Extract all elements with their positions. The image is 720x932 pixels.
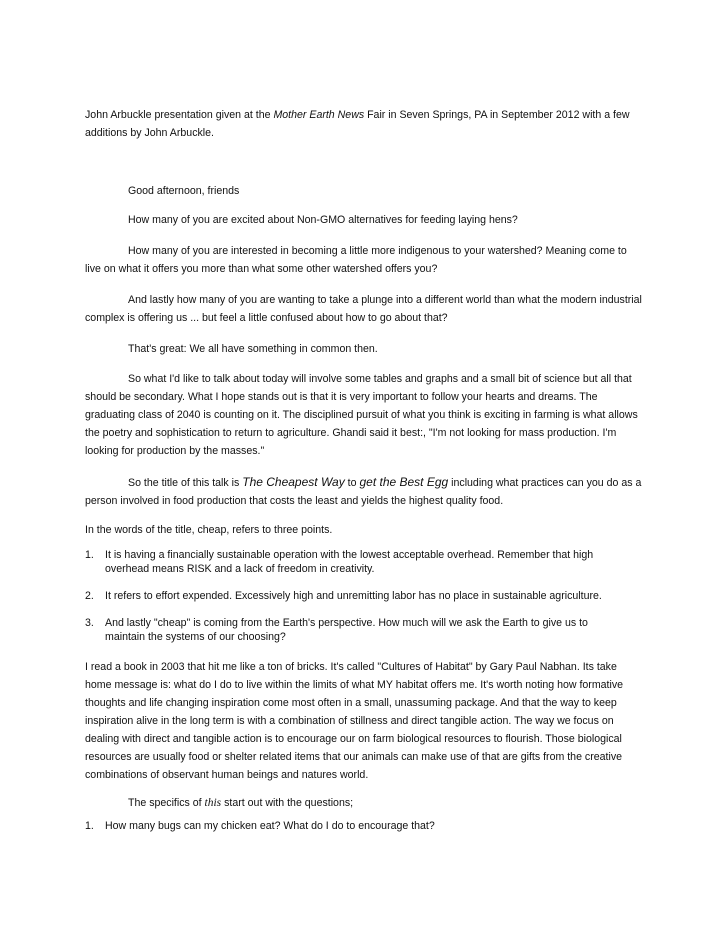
- specifics-emphasis: this: [204, 797, 222, 809]
- list-number: 1.: [85, 820, 94, 832]
- book-paragraph: I read a book in 2003 that hit me like a ton of bricks. It's called "Cultures of Habitat" by Gary Paul Nabhan. Its take home message is: what do I do to live within the limits of what MY habitat offers me. It's worth noting how formative thoughts and life changing inspiration come most often in a small, unassuming package. And that the way to keep inspiration alive in the long term is with a combination of stillness and direct tangible action. The way we focus on dealing with direct and tangible action is to encourage our on farm biological resources to flourish. Those biological resources are usually food or shelter related items that our animals can make use of that are gifts from the creative combinations of observant human beings and natures world.: [85, 661, 624, 781]
- magazine-title: Mother Earth News: [273, 109, 365, 121]
- title-text-end: including what practices can you do as a person involved in food production that costs the least and yields the highest quality food.: [85, 477, 642, 507]
- list-number: 3.: [85, 617, 94, 629]
- question-watershed: How many of you are interested in becoming a little more indigenous to your watershed? Meaning come to live on what it offers you more than what some other watershed offers you?: [85, 245, 627, 275]
- talk-title-part-2: get the Best Egg: [359, 475, 449, 489]
- list-text: And lastly "cheap" is coming from the Earth's perspective. How much will we ask the Earth to give us to maintain the systems of our choosing?: [105, 617, 588, 643]
- question-gmo: How many of you are excited about Non-GMO alternatives for feeding laying hens?: [128, 214, 518, 226]
- greeting: Good afternoon, friends: [128, 185, 240, 197]
- intro-text-end: Fair in Seven Springs, PA in September 2012 with a few additions by John Arbuckle.: [85, 109, 630, 139]
- intro-paragraph: [85, 106, 645, 142]
- list-text: How many bugs can my chicken eat? What do I do to encourage that?: [105, 820, 435, 832]
- question-plunge: And lastly how many of you are wanting to take a plunge into a different world than what the modern industrial complex is offering us ... but feel a little confused about how to go about that?: [85, 294, 642, 324]
- list-text: It is having a financially sustainable operation with the lowest acceptable overhead. Remember that high overhead means RISK and a lack of freedom in creativity.: [105, 549, 594, 575]
- talk-paragraph: So what I'd like to talk about today will involve some tables and graphs and a small bit of science but all that should be secondary. What I hope stands out is that it is very important to follow your hearts and dreams. The graduating class of 2040 is counting on it. The disciplined pursuit of what you think is exciting in farming is what allows the poetry and sophistication to return to agriculture. Ghandi said it best:, "I'm not looking for mass production. I'm looking for production by the masses.": [85, 373, 638, 457]
- intro-text-start: John Arbuckle presentation given at the: [85, 109, 274, 121]
- specifics-text-end: start out with the questions;: [221, 797, 354, 809]
- common-statement: That's great: We all have something in common then.: [128, 343, 378, 355]
- talk-title-part-1: The Cheapest Way: [242, 475, 345, 489]
- cheap-intro: In the words of the title, cheap, refers to three points.: [85, 524, 333, 536]
- title-paragraph: [85, 473, 645, 510]
- list-number: 2.: [85, 590, 94, 602]
- specifics-text-start: The specifics of: [128, 797, 205, 809]
- specifics-paragraph: [85, 794, 645, 812]
- title-text-mid: to: [344, 477, 360, 489]
- title-text-start: So the title of this talk is: [128, 477, 243, 489]
- list-number: 1.: [85, 549, 94, 561]
- list-text: It refers to effort expended. Excessively high and unremitting labor has no place in sustainable agriculture.: [105, 590, 602, 602]
